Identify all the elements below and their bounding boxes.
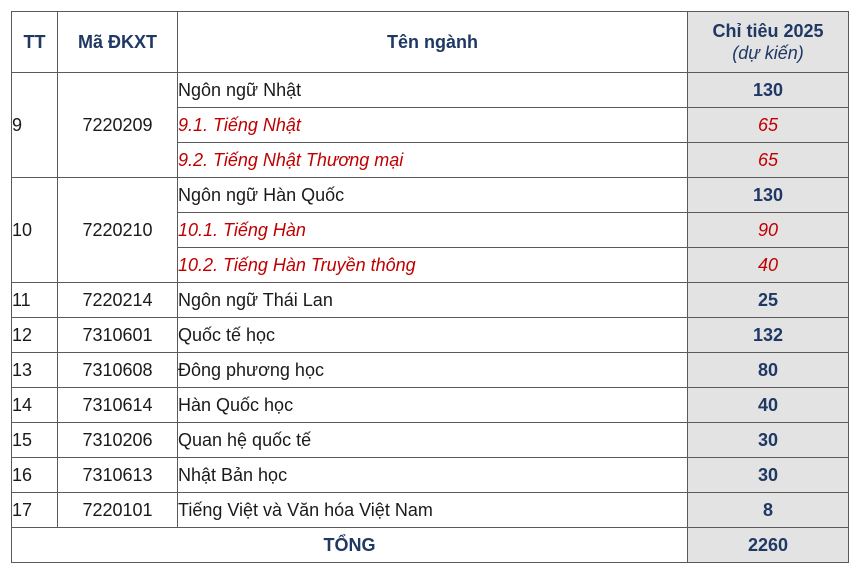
table-row <box>12 423 849 458</box>
cell-quota: 65 <box>688 143 849 178</box>
cell-name: Đông phương học <box>178 353 688 388</box>
table-row <box>12 73 849 108</box>
cell-quota: 25 <box>688 283 849 318</box>
cell-quota: 90 <box>688 213 849 248</box>
cell-quota: 130 <box>688 73 849 108</box>
cell-quota: 40 <box>688 388 849 423</box>
header-quota-title: Chỉ tiêu 2025 <box>712 21 824 41</box>
cell-name: 9.1. Tiếng Nhật <box>178 108 688 143</box>
table-row <box>12 458 849 493</box>
cell-name: Ngôn ngữ Hàn Quốc <box>178 178 688 213</box>
quota-table <box>11 11 849 563</box>
cell-name: 10.1. Tiếng Hàn <box>178 213 688 248</box>
table-row <box>12 283 849 318</box>
cell-tt: 16 <box>12 458 58 493</box>
cell-quota: 8 <box>688 493 849 528</box>
cell-name: 9.2. Tiếng Nhật Thương mại <box>178 143 688 178</box>
cell-name: 10.2. Tiếng Hàn Truyền thông <box>178 248 688 283</box>
header-tt: TT <box>12 12 58 73</box>
cell-name: Ngôn ngữ Nhật <box>178 73 688 108</box>
cell-tt: 9 <box>12 73 58 178</box>
cell-quota: 40 <box>688 248 849 283</box>
cell-code: 7310614 <box>58 388 178 423</box>
cell-code: 7310601 <box>58 318 178 353</box>
header-name: Tên ngành <box>178 12 688 73</box>
cell-quota: 80 <box>688 353 849 388</box>
table-row <box>12 388 849 423</box>
table-row <box>12 353 849 388</box>
table-row <box>12 178 849 213</box>
cell-name: Tiếng Việt và Văn hóa Việt Nam <box>178 493 688 528</box>
cell-tt: 17 <box>12 493 58 528</box>
cell-name: Ngôn ngữ Thái Lan <box>178 283 688 318</box>
cell-name: Quốc tế học <box>178 318 688 353</box>
total-label: TỔNG <box>12 528 688 563</box>
cell-quota: 30 <box>688 423 849 458</box>
header-code: Mã ĐKXT <box>58 12 178 73</box>
cell-tt: 10 <box>12 178 58 283</box>
cell-code: 7220101 <box>58 493 178 528</box>
header-quota-sub: (dự kiến) <box>732 43 804 63</box>
table-row <box>12 493 849 528</box>
cell-tt: 11 <box>12 283 58 318</box>
cell-tt: 14 <box>12 388 58 423</box>
table-body <box>12 73 849 528</box>
cell-tt: 15 <box>12 423 58 458</box>
table-header-row <box>12 12 849 73</box>
cell-tt: 13 <box>12 353 58 388</box>
cell-quota: 30 <box>688 458 849 493</box>
cell-code: 7220209 <box>58 73 178 178</box>
cell-name: Quan hệ quốc tế <box>178 423 688 458</box>
cell-name: Hàn Quốc học <box>178 388 688 423</box>
cell-code: 7220214 <box>58 283 178 318</box>
total-row <box>12 528 849 563</box>
cell-quota: 65 <box>688 108 849 143</box>
cell-code: 7310206 <box>58 423 178 458</box>
cell-quota: 132 <box>688 318 849 353</box>
total-value: 2260 <box>688 528 849 563</box>
header-quota <box>688 12 849 73</box>
cell-code: 7310608 <box>58 353 178 388</box>
cell-name: Nhật Bản học <box>178 458 688 493</box>
cell-quota: 130 <box>688 178 849 213</box>
cell-tt: 12 <box>12 318 58 353</box>
table-row <box>12 318 849 353</box>
cell-code: 7310613 <box>58 458 178 493</box>
cell-code: 7220210 <box>58 178 178 283</box>
